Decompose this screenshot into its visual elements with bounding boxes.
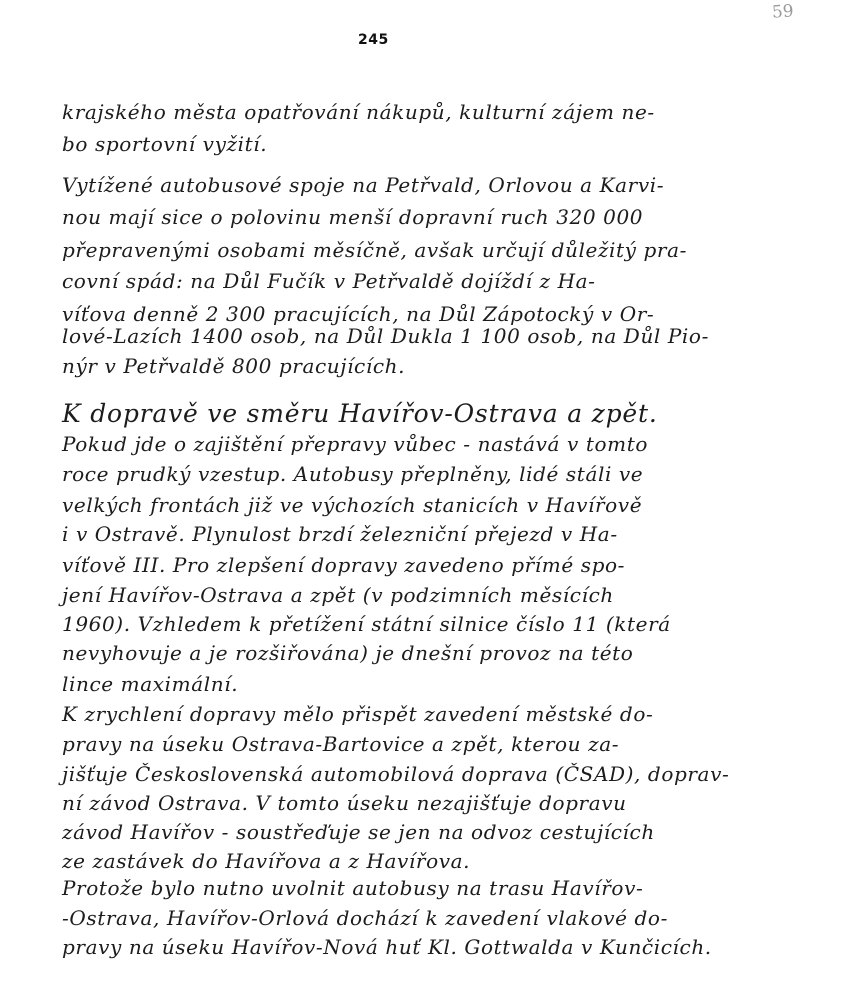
text-line: pravy na úseku Havířov-Nová huť Kl. Gottwalda v Kunčicích. — [62, 935, 712, 959]
page-number: 245 — [358, 32, 389, 48]
text-line: víťově III. Pro zlepšení dopravy zavedeno přímé spo- — [62, 553, 625, 577]
text-line: i v Ostravě. Plynulost brzdí železniční přejezd v Ha- — [62, 522, 618, 546]
text-line: bo sportovní vyžití. — [62, 132, 268, 156]
text-line: covní spád: na Důl Fučík v Petřvaldě dojíždí z Ha- — [62, 269, 596, 293]
text-line: Pokud jde o zajištění přepravy vůbec - nastává v tomto — [62, 432, 648, 456]
text-line: lince maximální. — [62, 672, 239, 696]
text-line: ní závod Ostrava. V tomto úseku nezajišťuje dopravu — [62, 791, 627, 815]
text-line: přepravenými osobami měsíčně, avšak určují důležitý pra- — [62, 238, 687, 262]
text-line: jení Havířov-Ostrava a zpět (v podzimních měsících — [62, 583, 614, 607]
text-line: K zrychlení dopravy mělo přispět zavedení městské do- — [62, 702, 654, 726]
text-line: jišťuje Československá automobilová doprava (ČSAD), doprav- — [62, 762, 730, 786]
folio-number: 59 — [771, 1, 795, 23]
text-line: nou mají sice o polovinu menší dopravní ruch 320 000 — [62, 205, 644, 229]
text-line: nevyhovuje a je rozšiřována) je dnešní provoz na této — [62, 641, 634, 665]
text-line: Vytížené autobusové spoje na Petřvald, Orlovou a Karvi- — [62, 173, 665, 197]
text-line: lové-Lazích 1400 osob, na Důl Dukla 1 100 osob, na Důl Pio- — [62, 324, 709, 348]
text-line: nýr v Petřvaldě 800 pracujících. — [62, 354, 406, 378]
text-line: Protože bylo nutno uvolnit autobusy na trasu Havířov- — [62, 876, 644, 900]
text-line: pravy na úseku Ostrava-Bartovice a zpět, kterou za- — [62, 732, 620, 756]
text-line: krajského města opatřování nákupů, kulturní zájem ne- — [62, 100, 655, 124]
text-line: roce prudký vzestup. Autobusy přeplněny, lidé stáli ve — [62, 462, 644, 486]
text-line: velkých frontách již ve výchozích stanicích v Havířově — [62, 493, 643, 517]
text-line: víťova denně 2 300 pracujících, na Důl Zápotocký v Or- — [62, 302, 655, 326]
text-line: 1960). Vzhledem k přetížení státní silnice číslo 11 (která — [62, 612, 671, 636]
text-line: ze zastávek do Havířova a z Havířova. — [62, 849, 471, 873]
text-line: -Ostrava, Havířov-Orlová dochází k zavedení vlakové do- — [62, 906, 668, 930]
section-heading: K dopravě ve směru Havířov-Ostrava a zpět. — [62, 399, 658, 428]
text-line: závod Havířov - soustřeďuje se jen na odvoz cestujících — [62, 820, 655, 844]
